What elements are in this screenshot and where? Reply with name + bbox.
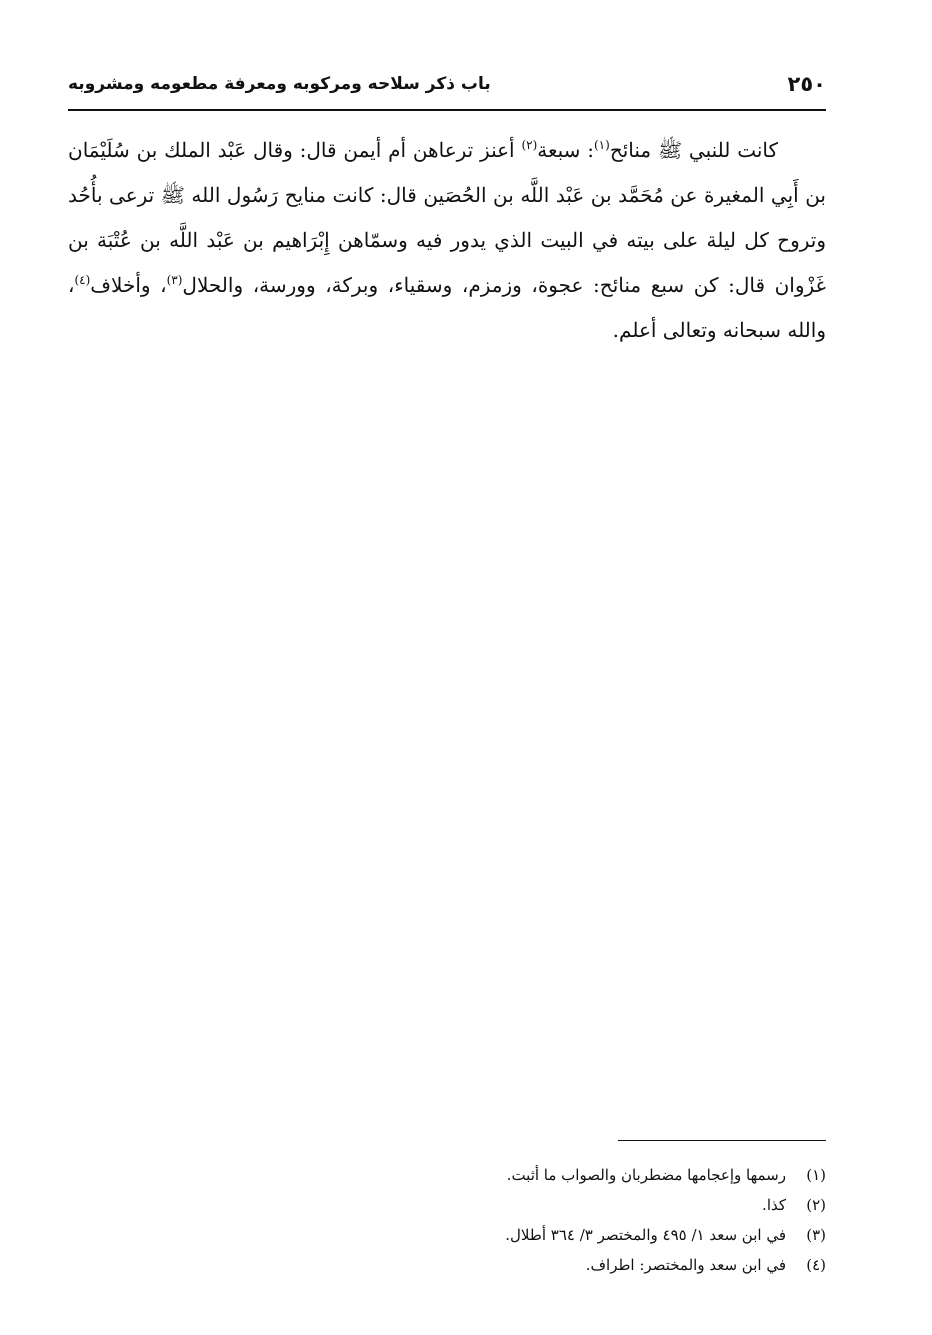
text-segment: ، والله سبحانه وتعالى أعلم. bbox=[68, 273, 826, 342]
footnote-number: (١) bbox=[806, 1166, 826, 1184]
text-segment: أعنز ترعاهن أم أيمن قال: وقال عَبْد الملك بن سُلَيْمَان بن أَبِي المغيرة عن مُحَمَّد بن عَبْد اللَّه بن الحُصَين قال: كانت منايح رَسُول الله ﷺ ترعى بأُحُد وتروح كل ليلة على بيته في البيت الذي يدور فيه وسمّاهن إِبْرَاهيم بن عَبْد اللَّه بن عُتْبَة بن غَزْوان قال: كن سبع منائح: عجوة، وزمزم، وسقياء، وبركة، وورسة، والحلال bbox=[68, 138, 826, 297]
footnote-2 bbox=[300, 1190, 826, 1220]
page-number: ٢٥٠ bbox=[787, 72, 826, 96]
paragraph bbox=[68, 128, 826, 353]
header-rule bbox=[68, 109, 826, 111]
footnote-1 bbox=[300, 1160, 826, 1190]
footnote-separator bbox=[618, 1140, 826, 1141]
footnote-text: في ابن سعد ١/ ٤٩٥ والمختصر ٣/ ٣٦٤ أطلال. bbox=[505, 1226, 786, 1244]
main-text bbox=[68, 128, 826, 353]
footnote-number: (٤) bbox=[806, 1256, 826, 1274]
footnote-text: كذا. bbox=[762, 1196, 786, 1214]
footnote-ref-4: (٤) bbox=[74, 273, 91, 287]
footnote-number: (٢) bbox=[806, 1196, 826, 1214]
running-title: باب ذكر سلاحه ومركوبه ومعرفة مطعومه ومشروبه bbox=[68, 74, 491, 94]
footnotes bbox=[300, 1160, 826, 1280]
footnote-ref-3: (٣) bbox=[166, 273, 183, 287]
footnote-text: رسمها وإعجامها مضطربان والصواب ما أثبت. bbox=[506, 1166, 786, 1184]
footnote-ref-2: (٢) bbox=[521, 138, 538, 152]
footnote-ref-1: (١) bbox=[593, 138, 610, 152]
text-segment: : سبعة bbox=[537, 138, 594, 162]
text-segment: ، وأخلاف bbox=[90, 273, 167, 297]
text-segment: كانت للنبي ﷺ منائح bbox=[609, 138, 779, 162]
footnote-number: (٣) bbox=[806, 1226, 826, 1244]
footnote-4 bbox=[300, 1250, 826, 1280]
footnote-3 bbox=[300, 1220, 826, 1250]
page-header bbox=[68, 70, 826, 108]
footnote-text: في ابن سعد والمختصر: اطراف. bbox=[585, 1256, 786, 1274]
